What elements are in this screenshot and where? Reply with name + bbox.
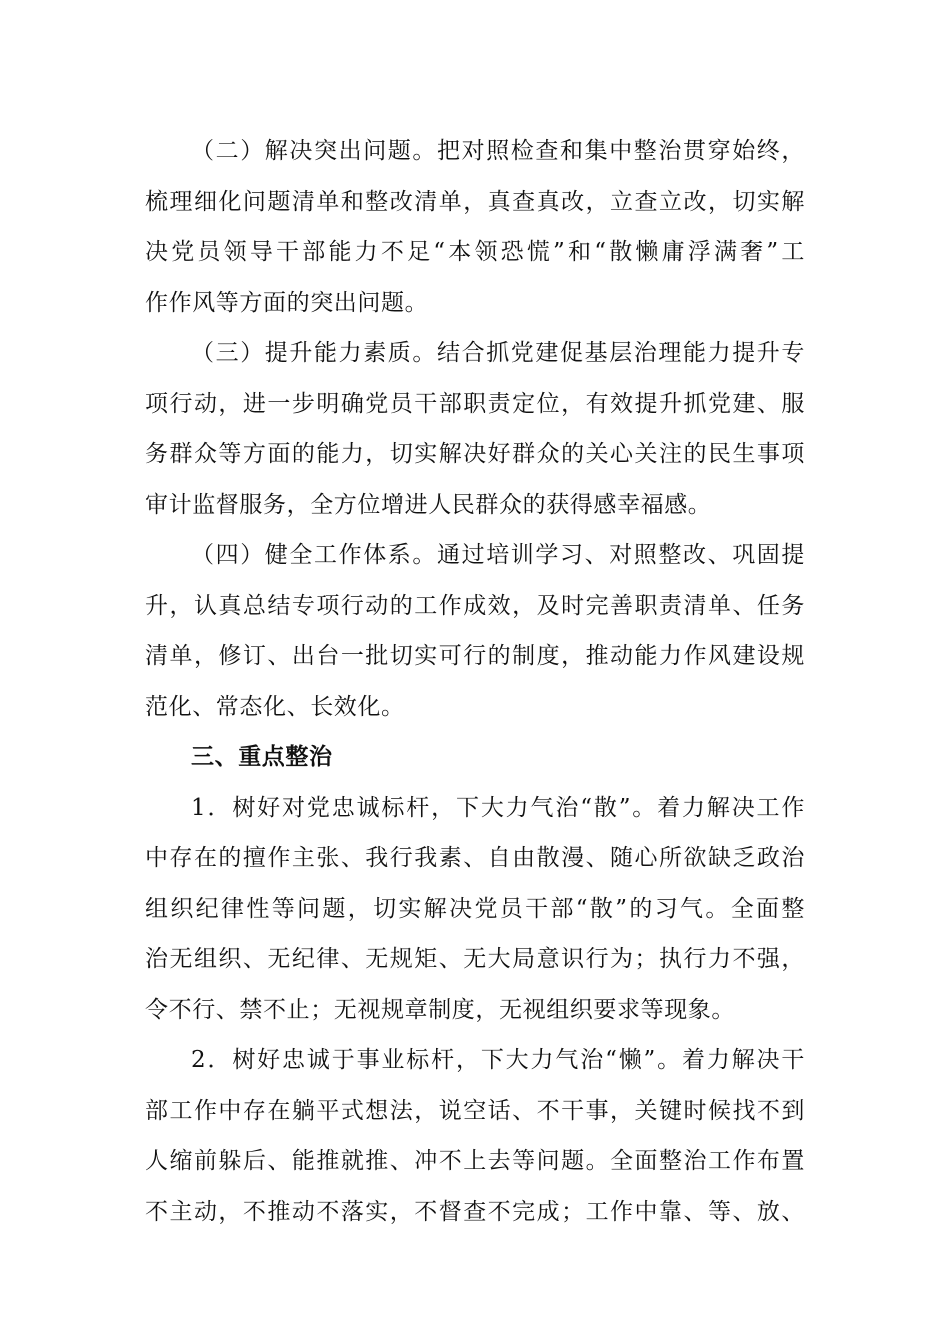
item-2-line-1: 2．树好忠诚于事业标杆，下大力气治“懒”。着力解决干	[191, 1047, 805, 1073]
item-1-line-4: 治无组织、无纪律、无规矩、无大局意识行为；执行力不强，	[145, 946, 805, 972]
item-1-line-2: 中存在的擅作主张、我行我素、自由散漫、随心所欲缺乏政治	[145, 845, 805, 871]
document-body	[145, 126, 805, 1237]
paragraph-2-line-4: 作作风等方面的突出问题。	[145, 289, 429, 316]
paragraph-2-line-1: （二）解决突出问题。把对照检查和集中整治贯穿始终，	[191, 138, 805, 164]
paragraph-4-line-4: 范化、常态化、长效化。	[145, 693, 405, 720]
item-2-line-2: 部工作中存在躺平式想法，说空话、不干事，关键时候找不到	[145, 1097, 805, 1124]
paragraph-3-line-1: （三）提升能力素质。结合抓党建促基层治理能力提升专	[191, 340, 805, 366]
item-1-line-3: 组织纪律性等问题，切实解决党员干部“散”的习气。全面整	[145, 895, 805, 922]
paragraph-4-line-2: 升，认真总结专项行动的工作成效，及时完善职责清单、任务	[145, 592, 805, 619]
item-2-line-4: 不主动，不推动不落实，不督查不完成；工作中靠、等、放、	[145, 1198, 805, 1225]
item-2-line-3: 人缩前躲后、能推就推、冲不上去等问题。全面整治工作布置	[145, 1148, 805, 1174]
item-1-line-1: 1．树好对党忠诚标杆，下大力气治“散”。着力解决工作	[191, 794, 805, 821]
paragraph-3-line-2: 项行动，进一步明确党员干部职责定位，有效提升抓党建、服	[145, 390, 805, 417]
section-heading: 三、重点整治	[191, 743, 333, 770]
paragraph-2-line-2: 梳理细化问题清单和整改清单，真查真改，立查立改，切实解	[145, 188, 805, 215]
paragraph-2-line-3: 决党员领导干部能力不足“本领恐慌”和“散懒庸浮满奢”工	[145, 239, 805, 265]
paragraph-4-line-3: 清单，修订、出台一批切实可行的制度，推动能力作风建设规	[145, 643, 805, 669]
paragraph-3-line-3: 务群众等方面的能力，切实解决好群众的关心关注的民生事项	[145, 441, 805, 467]
paragraph-4-line-1: （四）健全工作体系。通过培训学习、对照整改、巩固提	[191, 542, 805, 568]
paragraph-3-line-4: 审计监督服务，全方位增进人民群众的获得感幸福感。	[145, 491, 712, 518]
item-1-line-5: 令不行、禁不止；无视规章制度，无视组织要求等现象。	[145, 996, 735, 1023]
